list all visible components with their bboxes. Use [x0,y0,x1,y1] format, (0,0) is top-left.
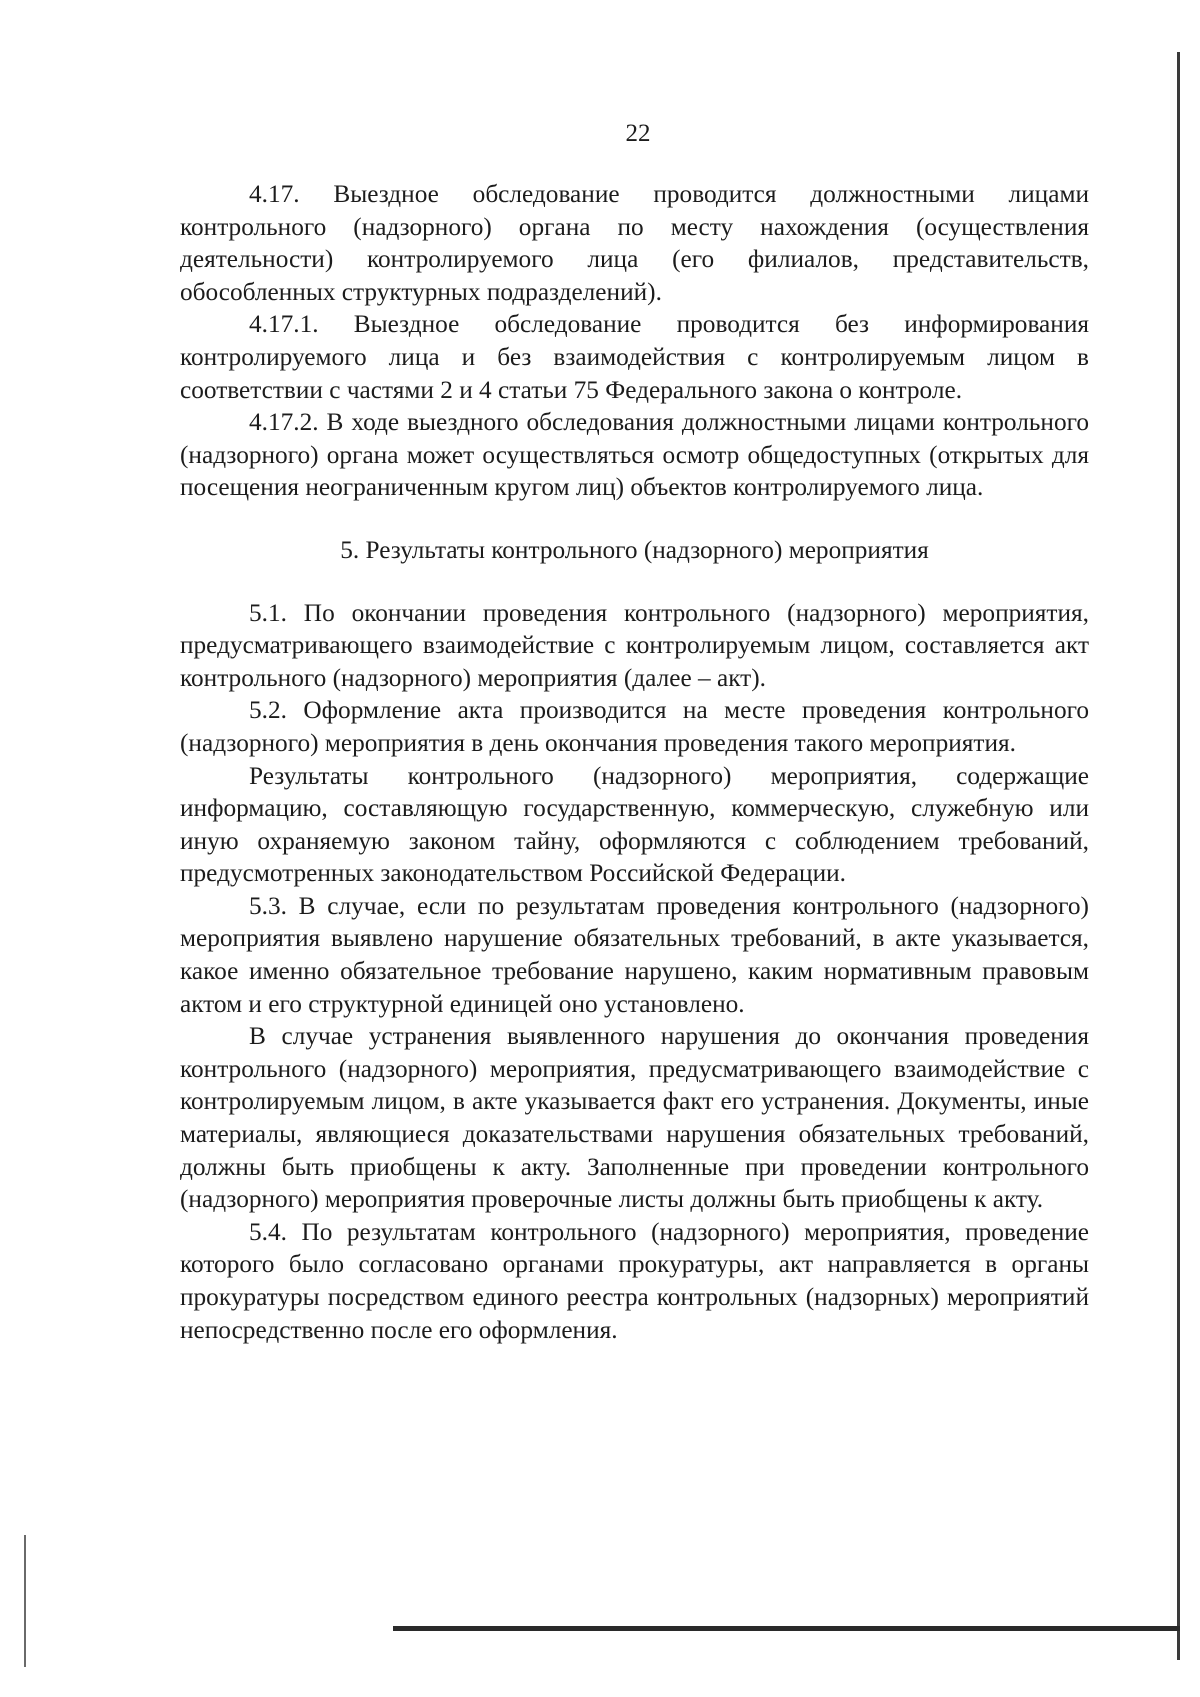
section-heading-5: 5. Результаты контрольного (надзорного) мероприятия [340,535,929,564]
paragraph-4-17: 4.17. Выездное обследование проводится должностными лицами контрольного (надзорного) органа по месту нахождения (осуществления деятельности) контролируемого лица (его филиалов, представительств, обособленных структурных подразделений). [180,180,1089,306]
paragraph-5-1: 5.1. По окончании проведения контрольного (надзорного) мероприятия, предусматривающего взаимодействие с контролируемым лицом, составляется акт контрольного (надзорного) мероприятия (далее – акт). [180,598,1089,692]
paragraph-5-3-elimination: В случае устранения выявленного нарушения до окончания проведения контрольного (надзорного) мероприятия, предусматривающего взаимодействие с контролируемым лицом, в акте указывается факт его устранения. Документы, иные материалы, являющиеся доказательствами нарушения обязательных требований, должны быть приобщены к акту. Заполненные при проведении контрольного (надзорного) мероприятия проверочные листы должны быть приобщены к акту. [180,1022,1089,1214]
paragraph-5-2: 5.2. Оформление акта производится на месте проведения контрольного (надзорного) мероприятия в день окончания проведения такого мероприятия. [180,696,1089,757]
scan-edge-left [24,1535,26,1667]
page-number: 22 [625,120,651,147]
paragraph-5-2-results: Результаты контрольного (надзорного) мероприятия, содержащие информацию, составляющую государственную, коммерческую, служебную или иную охраняемую законом тайну, оформляются с соблюдением требований, предусмотренных законодательством Российской Федерации. [180,761,1089,888]
scan-edge-right [1177,52,1180,1660]
scan-edge-bottom [393,1626,1180,1631]
document-body [180,178,1089,1346]
paragraph-5-4: 5.4. По результатам контрольного (надзорного) мероприятия, проведение которого было согласовано органами прокуратуры, акт направляется в органы прокуратуры посредством единого реестра контрольных (надзорных) мероприятий непосредственно после его оформления. [180,1217,1089,1344]
paragraph-4-17-2: 4.17.2. В ходе выездного обследования должностными лицами контрольного (надзорного) органа может осуществляться осмотр общедоступных (открытых для посещения неограниченным кругом лиц) объектов контролируемого лица. [180,408,1089,502]
paragraph-5-3: 5.3. В случае, если по результатам проведения контрольного (надзорного) мероприятия выявлено нарушение обязательных требований, в акте указывается, какое именно обязательное требование нарушено, каким нормативным правовым актом и его структурной единицей оно установлено. [180,891,1089,1018]
paragraph-4-17-1: 4.17.1. Выездное обследование проводится без информирования контролируемого лица и без взаимодействия с контролируемым лицом в соответствии с частями 2 и 4 статьи 75 Федерального закона о контроле. [180,310,1089,404]
